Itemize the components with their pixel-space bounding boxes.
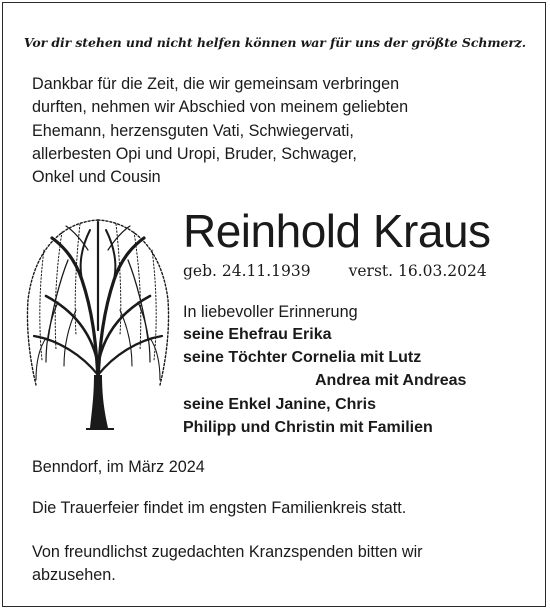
intro-line: durften, nehmen wir Abschied von meinem geliebten bbox=[32, 98, 409, 117]
intro-line: allerbesten Opi und Uropi, Bruder, Schwager, bbox=[32, 144, 357, 163]
family-line: seine Enkel Janine, Chris bbox=[183, 396, 376, 413]
memory-line: In liebevoller Erinnerung bbox=[183, 303, 358, 321]
intro-line: Ehemann, herzensguten Vati, Schwiegervati, bbox=[32, 121, 354, 140]
life-dates bbox=[183, 262, 487, 280]
family-line: seine Töchter Cornelia mit Lutz bbox=[183, 349, 422, 366]
family-line: seine Ehefrau Erika bbox=[183, 326, 332, 343]
intro-text bbox=[32, 73, 532, 189]
family-line: Philipp und Christin mit Familien bbox=[183, 419, 433, 436]
wreath-request bbox=[32, 541, 532, 588]
birth-date: geb. 24.11.1939 bbox=[183, 262, 311, 280]
request-line: Von freundlichst zugedachten Kranzspenden bitten wir bbox=[32, 543, 423, 561]
family-line: Andrea mit Andreas bbox=[315, 372, 467, 389]
ceremony-note: Die Trauerfeier findet im engsten Familienkreis statt. bbox=[32, 499, 407, 517]
weeping-willow-tree-icon bbox=[22, 210, 174, 432]
request-line: abzusehen. bbox=[32, 566, 116, 585]
motto: Vor dir stehen und nicht helfen können war für uns der größte Schmerz. bbox=[23, 35, 527, 50]
intro-line: Dankbar für die Zeit, die wir gemeinsam verbringen bbox=[32, 75, 400, 93]
deceased-name: Reinhold Kraus bbox=[183, 205, 491, 257]
death-date: verst. 16.03.2024 bbox=[348, 262, 487, 280]
place-date: Benndorf, im März 2024 bbox=[32, 458, 205, 476]
intro-line: Onkel und Cousin bbox=[32, 168, 161, 187]
